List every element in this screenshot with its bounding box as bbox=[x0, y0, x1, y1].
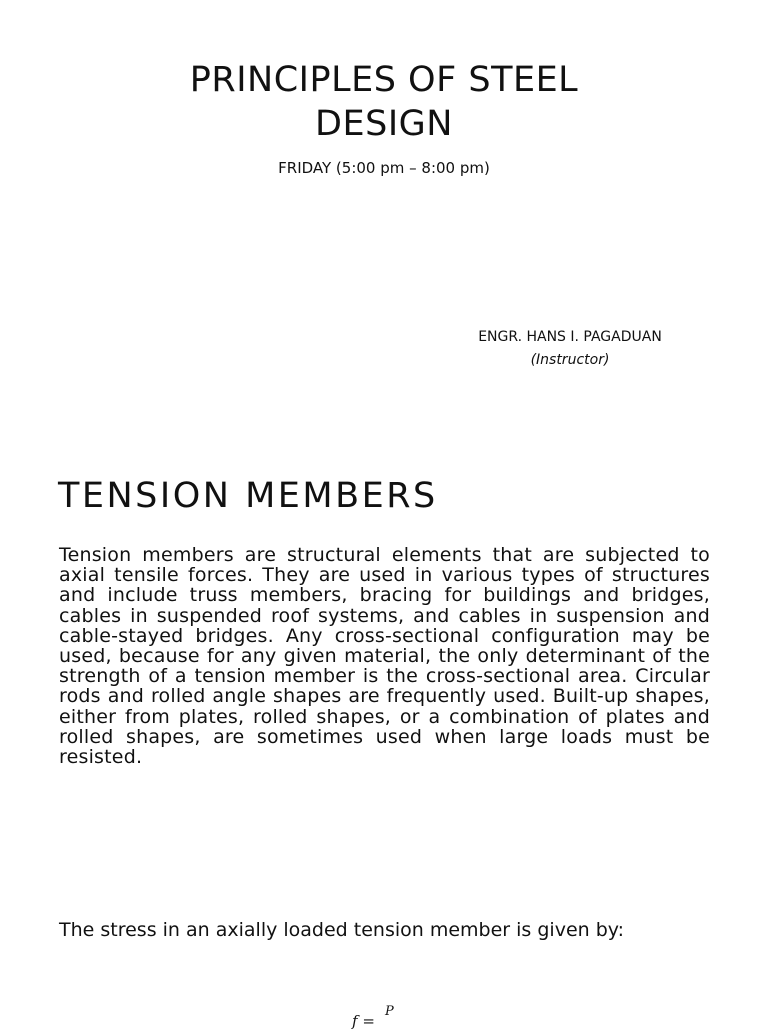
body-paragraph: Tension members are structural elements that are subjected to axial tensile forces. They are used in various types of structures and include truss members, bracing for buildings and bridges, cables in suspended roof systems, and cables in suspension and cable-stayed bridges. Any cross-sectional configuration may be used, because for any given material, the only determinant of the strength of a tension member is the cross-sectional area. Circular rods and rolled angle shapes are frequently used. Built-up shapes, either from plates, rolled shapes, or a combination of plates and rolled shapes, are sometimes used when large loads must be resisted. bbox=[59, 544, 710, 769]
stress-intro-text: The stress in an axially loaded tension member is given by: bbox=[59, 919, 625, 941]
document-title bbox=[0, 58, 768, 146]
instructor-name: ENGR. HANS I. PAGADUAN bbox=[478, 329, 662, 345]
instructor-role: (Instructor) bbox=[530, 352, 610, 368]
title-line-2: DESIGN bbox=[315, 104, 453, 144]
formula-lhs: f = bbox=[352, 1012, 375, 1030]
title-line-1: PRINCIPLES OF STEEL bbox=[189, 60, 579, 100]
formula-numerator: P bbox=[385, 1004, 394, 1019]
section-heading: TENSION MEMBERS bbox=[58, 476, 438, 516]
stress-formula bbox=[352, 1004, 412, 1030]
class-schedule: FRIDAY (5:00 pm – 8:00 pm) bbox=[278, 159, 490, 177]
